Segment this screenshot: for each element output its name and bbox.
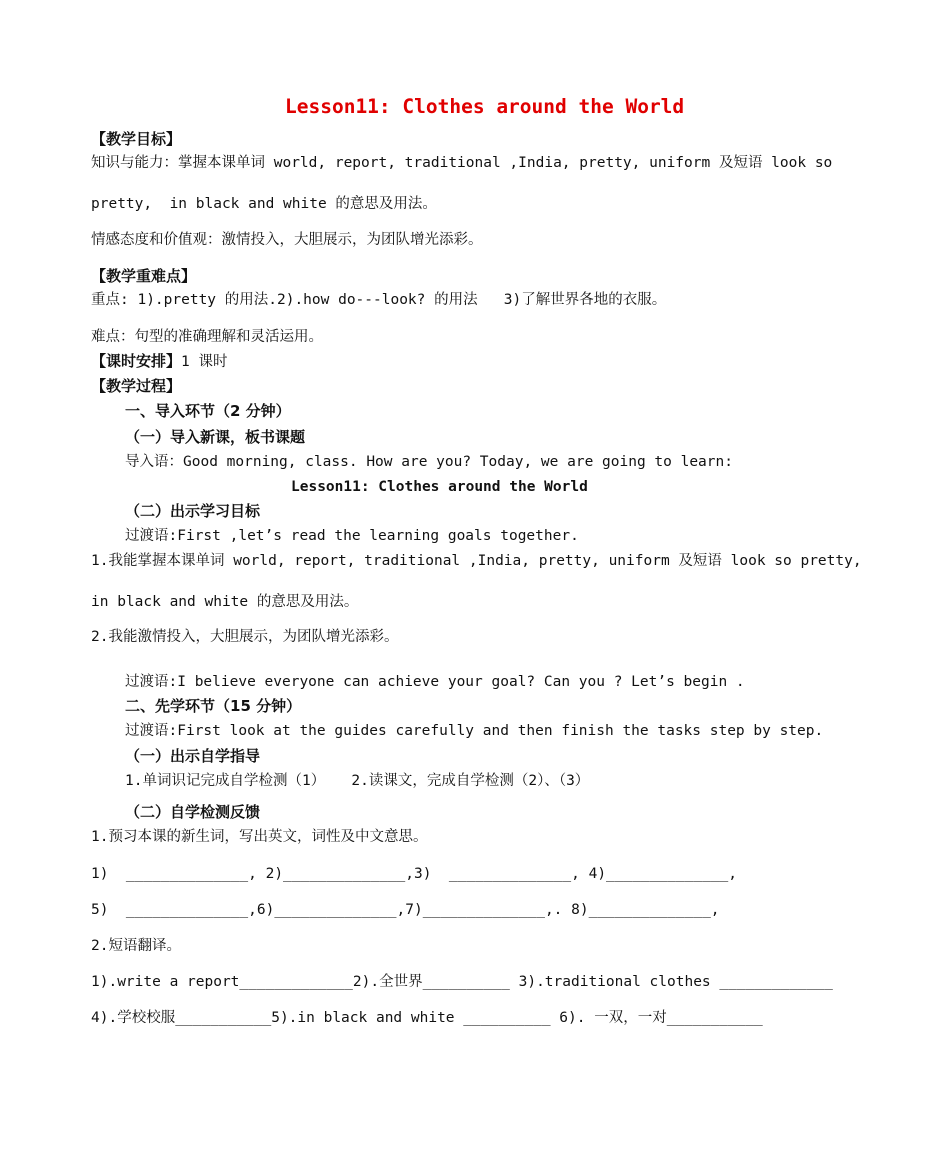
subsection-self-study-guide: （一）出示自学指导: [125, 747, 261, 765]
section-pre-learning: 二、先学环节（15 分钟）: [125, 697, 302, 715]
heading-teaching-goals: 【教学目标】: [91, 130, 182, 148]
transition-1: 过渡语:First ,let’s read the learning goals together.: [125, 528, 579, 544]
subsection-new-lesson: （一）导入新课，板书课题: [125, 428, 306, 446]
heading-schedule: 【课时安排】: [91, 352, 182, 370]
subsection-self-check: （二）自学检测反馈: [125, 803, 261, 821]
goal-knowledge-line1: 知识与能力：掌握本课单词 world, report, traditional ,India, pretty, uniform 及短语 look so: [91, 155, 833, 171]
difficult-points: 难点：句型的准确理解和灵活运用。: [91, 329, 323, 345]
heading-process: 【教学过程】: [91, 377, 182, 395]
vocab-blanks-row1: 1) ______________, 2)______________,3) ______________, 4)______________,: [91, 866, 738, 882]
subsection-learning-goals: （二）出示学习目标: [125, 502, 261, 520]
self-study-guide: 1.单词识记完成自学检测（1） 2.读课文，完成自学检测（2）、（3）: [125, 773, 590, 789]
key-points: 重点: 1).pretty 的用法.2).how do---look? 的用法 3)了解世界各地的衣服。: [91, 292, 667, 308]
learning-goal-2: 2.我能激情投入，大胆展示，为团队增光添彩。: [91, 629, 399, 645]
vocab-blanks-row2: 5) ______________,6)______________,7)______________,. 8)______________,: [91, 902, 720, 918]
question-1: 1.预习本课的新生词，写出英文，词性及中文意思。: [91, 829, 428, 845]
learning-goal-1-line1: 1.我能掌握本课单词 world, report, traditional ,India, pretty, uniform 及短语 look so pretty,: [91, 553, 862, 569]
intro-speech: 导入语：Good morning, class. How are you? Today, we are going to learn:: [125, 454, 733, 470]
learning-goal-1-line2: in black and white 的意思及用法。: [91, 594, 359, 610]
phrase-blanks-row2: 4).学校校服___________5).in black and white __________ 6). 一双，一对___________: [91, 1010, 763, 1026]
schedule-value: 1 课时: [181, 354, 228, 370]
transition-3: 过渡语:First look at the guides carefully and then finish the tasks step by step.: [125, 723, 824, 739]
board-title: Lesson11: Clothes around the World: [291, 479, 588, 495]
question-2: 2.短语翻译。: [91, 938, 181, 954]
transition-2: 过渡语:I believe everyone can achieve your goal? Can you ? Let’s begin .: [125, 674, 745, 690]
goal-knowledge-line2: pretty, in black and white 的意思及用法。: [91, 196, 437, 212]
page-title: Lesson11: Clothes around the World: [285, 95, 685, 118]
phrase-blanks-row1: 1).write a report_____________2).全世界__________ 3).traditional clothes _____________: [91, 974, 833, 990]
section-intro: 一、导入环节（2 分钟）: [125, 402, 291, 420]
heading-key-points: 【教学重难点】: [91, 267, 197, 285]
schedule-line: [91, 352, 227, 371]
goal-attitude: 情感态度和价值观：激情投入，大胆展示，为团队增光添彩。: [91, 232, 483, 248]
